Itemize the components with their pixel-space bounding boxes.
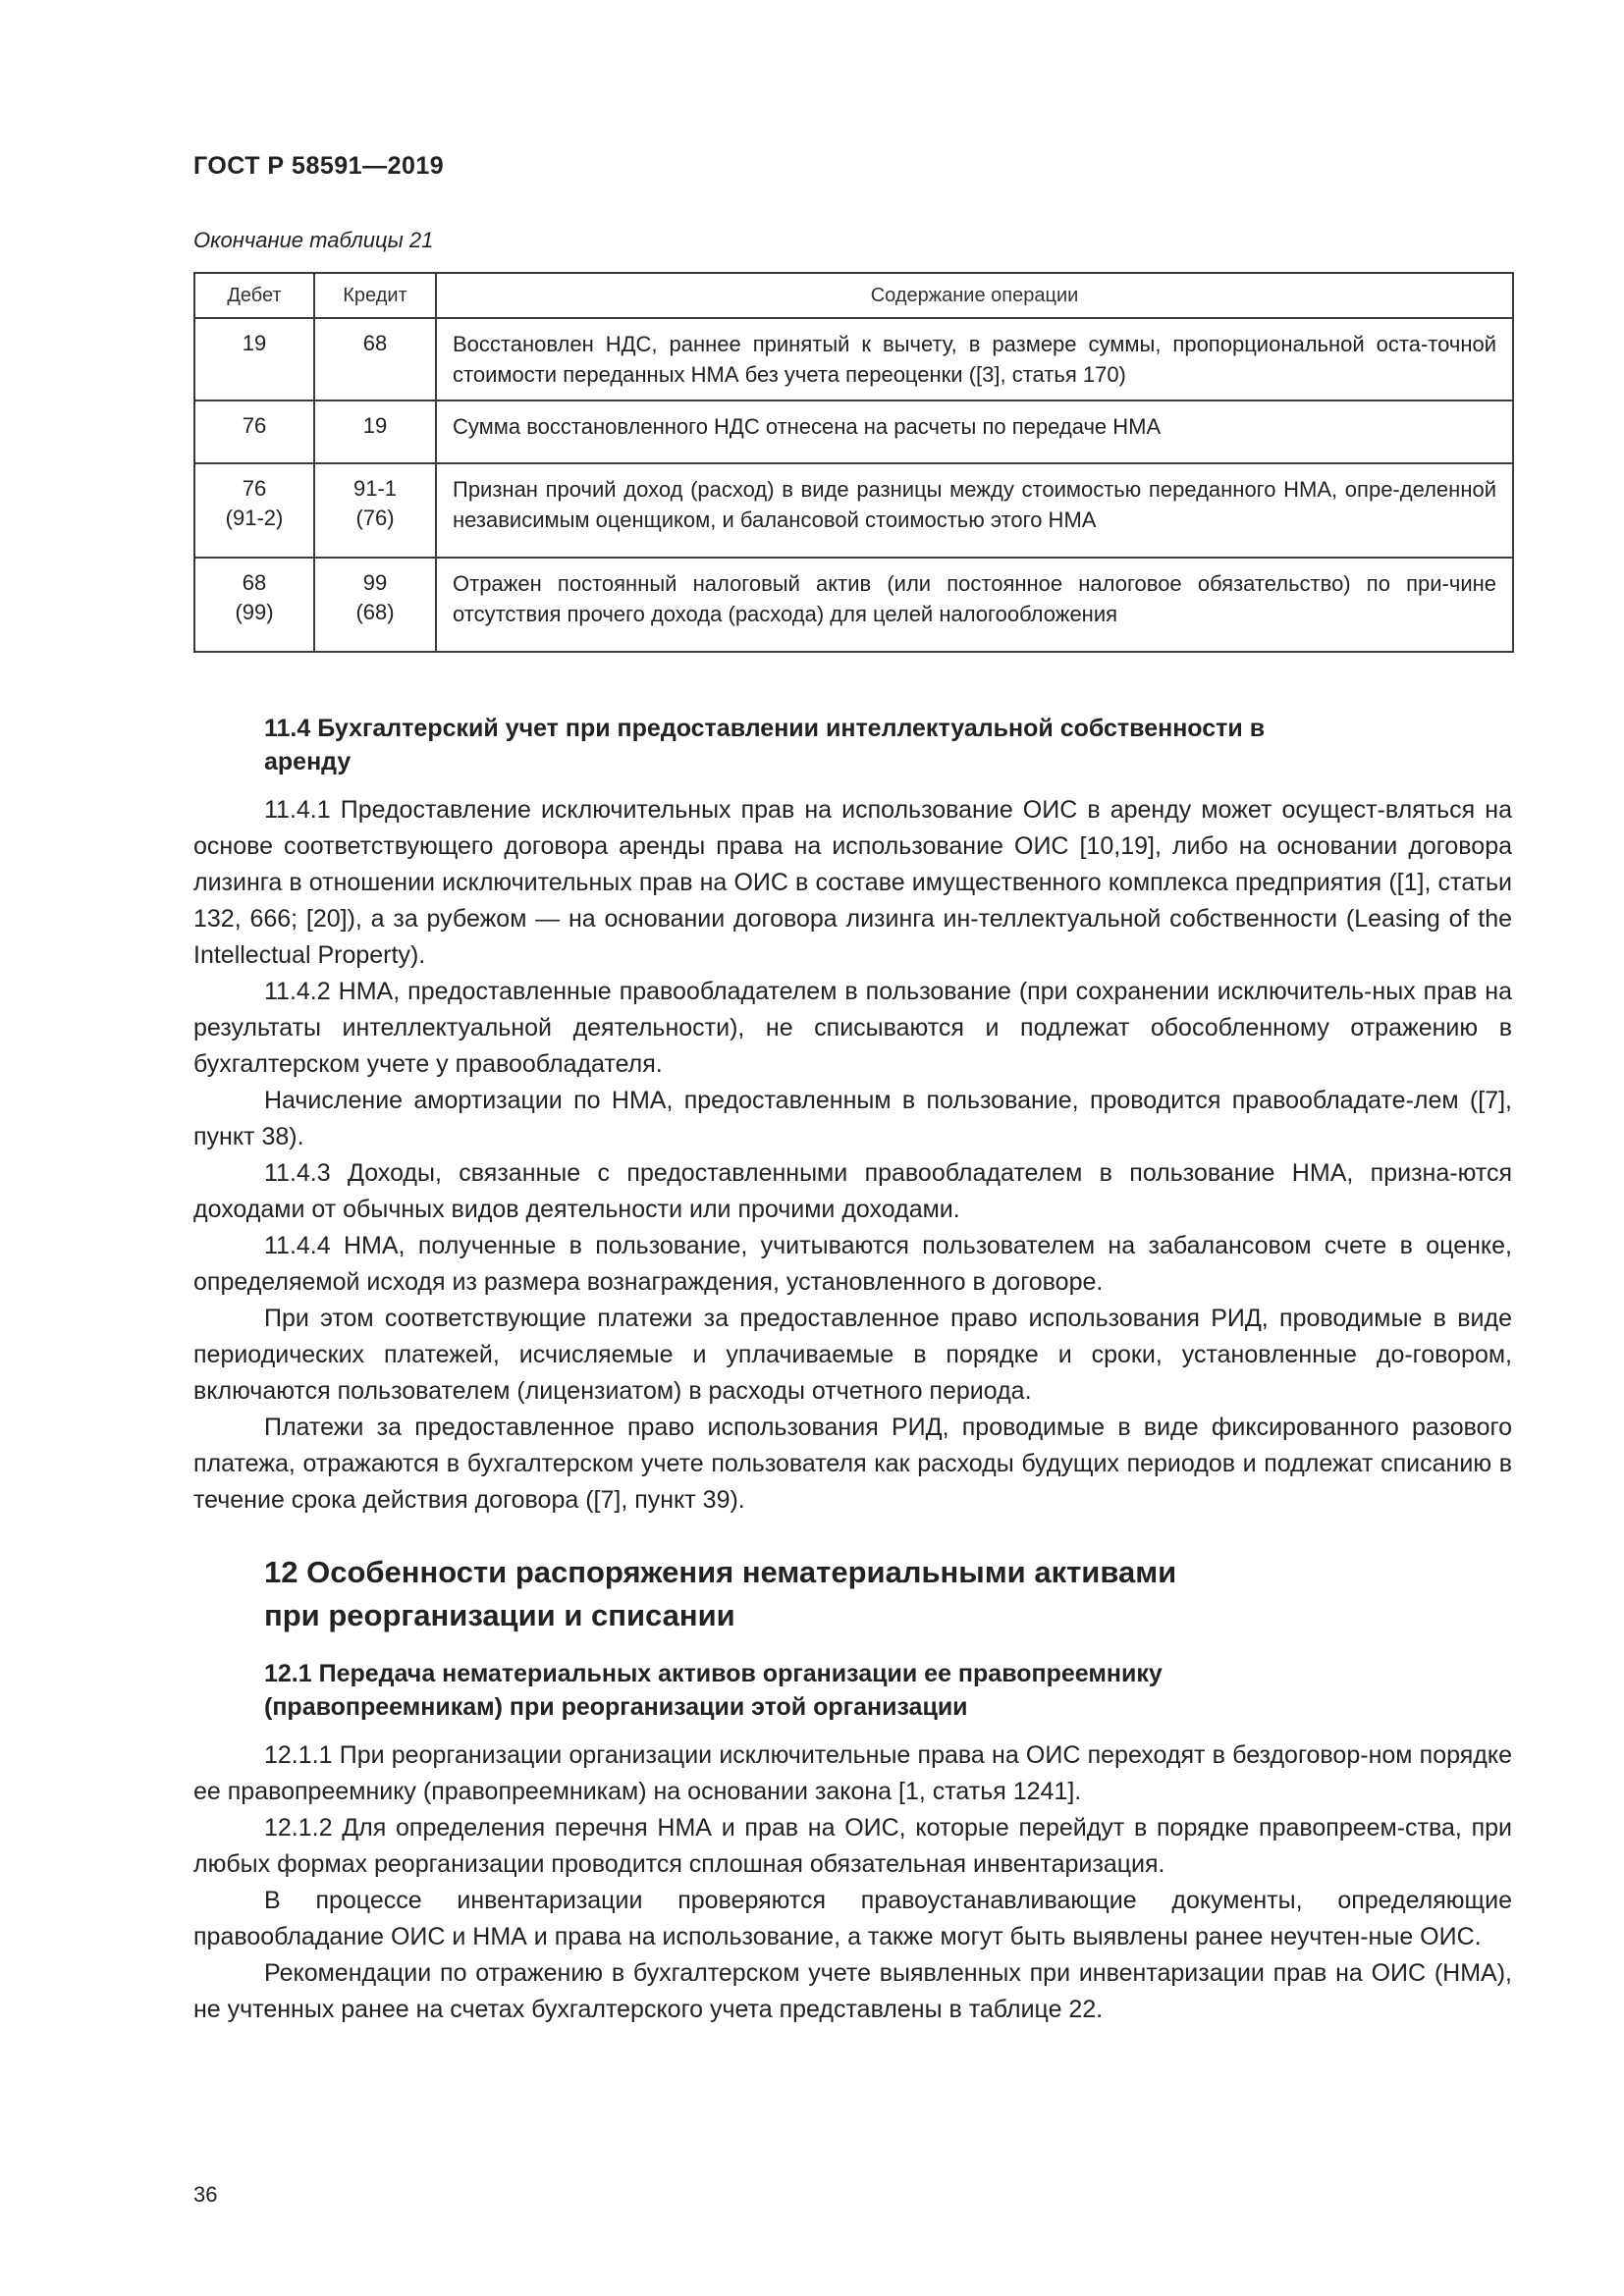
- credit-account: 91-1: [352, 476, 398, 501]
- debit-cell: [194, 318, 314, 400]
- paragraph-12-1-2: 12.1.2 Для определения перечня НМА и прав на ОИС, которые перейдут в порядке правопреем-ства, при любых формах реорганизации проводится сплошная обязательная инвентаризация.: [193, 1814, 1512, 1878]
- paragraph-fixed-payment: Платежи за предоставленное право использования РИД, проводимые в виде фиксированного разового платежа, отражаются в бухгалтерском учете пользователя как расходы будущих периодов и подлежат списанию в течение срока действия договора ([7], пункт 39).: [193, 1414, 1512, 1514]
- paragraph-amortization: Начисление амортизации по НМА, предоставленным в пользование, проводится правообладате-лем ([7], пункт 38).: [193, 1087, 1512, 1150]
- paragraph-12-1-1: 12.1.1 При реорганизации организации исключительные права на ОИС переходят в бездоговор-ном порядке ее правопреемнику (правопреемникам) на основании закона [1, статья 1241].: [193, 1741, 1512, 1805]
- subsection-heading-11-4: 11.4 Бухгалтерский учет при предоставлении интеллектуальной собственности в аренду: [264, 715, 1266, 775]
- credit-cell: [314, 558, 436, 652]
- credit-subaccount: (68): [355, 600, 395, 624]
- credit-cell: [314, 400, 436, 463]
- operations-table: [193, 272, 1514, 653]
- credit-subaccount: (76): [355, 506, 395, 530]
- credit-account: 99: [362, 570, 388, 595]
- debit-cell: [194, 400, 314, 463]
- paragraph-periodic-payments: При этом соответствующие платежи за предоставленное право использования РИД, проводимые в виде периодических платежей, исчисляемые и уплачиваемые в порядке и сроки, установленные до-говором, включаются пользователем (лицензиатом) в расходы отчетного периода.: [193, 1305, 1512, 1405]
- section-11-4: [193, 712, 1512, 1519]
- debit-subaccount: (99): [235, 600, 274, 624]
- paragraph-11-4-1: 11.4.1 Предоставление исключительных прав на использование ОИС в аренду может осущест-вляться на основе соответствующего договора аренды права на использование ОИС [10,19], либо на основании договора лизинга в отношении исключительных прав на ОИС в составе имущественного комплекса предприятия ([1], статьи 132, 666; [20]), а за рубежом — на основании договора лизинга ин-теллектуальной собственности (Leasing of the Intellectual Property).: [193, 796, 1512, 969]
- operation-description: Сумма восстановленного НДС отнесена на расчеты по передаче НМА: [436, 400, 1513, 463]
- credit-account: 19: [362, 413, 388, 438]
- debit-account: 76: [242, 413, 267, 438]
- debit-account: 76: [242, 476, 267, 501]
- column-header-operation: Содержание операции: [436, 273, 1513, 318]
- column-header-credit: Кредит: [314, 273, 436, 318]
- paragraph-inventory: В процессе инвентаризации проверяются правоустанавливающие документы, определяющие правообладание ОИС и НМА и права на использование, а также могут быть выявлены ранее неучтен-ные ОИС.: [193, 1887, 1512, 1950]
- credit-account: 68: [362, 331, 388, 355]
- debit-account: 68: [242, 570, 267, 595]
- debit-subaccount: (91-2): [225, 506, 284, 530]
- paragraph-recommendations: Рекомендации по отражению в бухгалтерском учете выявленных при инвентаризации прав на ОИС (НМА), не учтенных ранее на счетах бухгалтерского учета представлены в таблице 22.: [193, 1959, 1512, 2023]
- document-code: ГОСТ Р 58591—2019: [193, 152, 445, 180]
- section-12: [193, 1551, 1512, 2028]
- table-row: [194, 400, 1513, 463]
- credit-cell: [314, 318, 436, 400]
- paragraph-11-4-3: 11.4.3 Доходы, связанные с предоставленными правообладателем в пользование НМА, призна-ются доходами от обычных видов деятельности или прочими доходами.: [193, 1159, 1512, 1223]
- table-row: [194, 558, 1513, 652]
- credit-cell: [314, 463, 436, 558]
- debit-cell: [194, 463, 314, 558]
- subsection-heading-12-1: 12.1 Передача нематериальных активов организации ее правопреемнику (правопреемникам) при реорганизации этой организации: [264, 1660, 1163, 1721]
- table-caption: Окончание таблицы 21: [193, 228, 434, 252]
- paragraph-11-4-2: 11.4.2 НМА, предоставленные правообладателем в пользование (при сохранении исключитель-ных прав на результаты интеллектуальной деятельности), не списываются и подлежат обособленному отражению в бухгалтерском учете у правообладателя.: [193, 978, 1512, 1078]
- column-header-debit: Дебет: [194, 273, 314, 318]
- table-header-row: [194, 273, 1513, 318]
- section-heading-12: 12 Особенности распоряжения нематериальными активами при реорганизации и списании: [264, 1555, 1177, 1632]
- debit-cell: [194, 558, 314, 652]
- page-number: 36: [193, 2182, 218, 2207]
- table-row: [194, 463, 1513, 558]
- paragraph-11-4-4: 11.4.4 НМА, полученные в пользование, учитываются пользователем на забалансовом счете в оценке, определяемой исходя из размера вознаграждения, установленного в договоре.: [193, 1232, 1512, 1296]
- debit-account: 19: [242, 331, 267, 355]
- operation-description: Отражен постоянный налоговый актив (или постоянное налоговое обязательство) по при-чине отсутствия прочего дохода (расхода) для целей налогообложения: [436, 558, 1513, 652]
- table-row: [194, 318, 1513, 400]
- operation-description: Восстановлен НДС, раннее принятый к вычету, в размере суммы, пропорциональной оста-точной стоимости переданных НМА без учета переоценки ([3], статья 170): [436, 318, 1513, 400]
- operation-description: Признан прочий доход (расход) в виде разницы между стоимостью переданного НМА, опре-деленной независимым оценщиком, и балансовой стоимостью этого НМА: [436, 463, 1513, 558]
